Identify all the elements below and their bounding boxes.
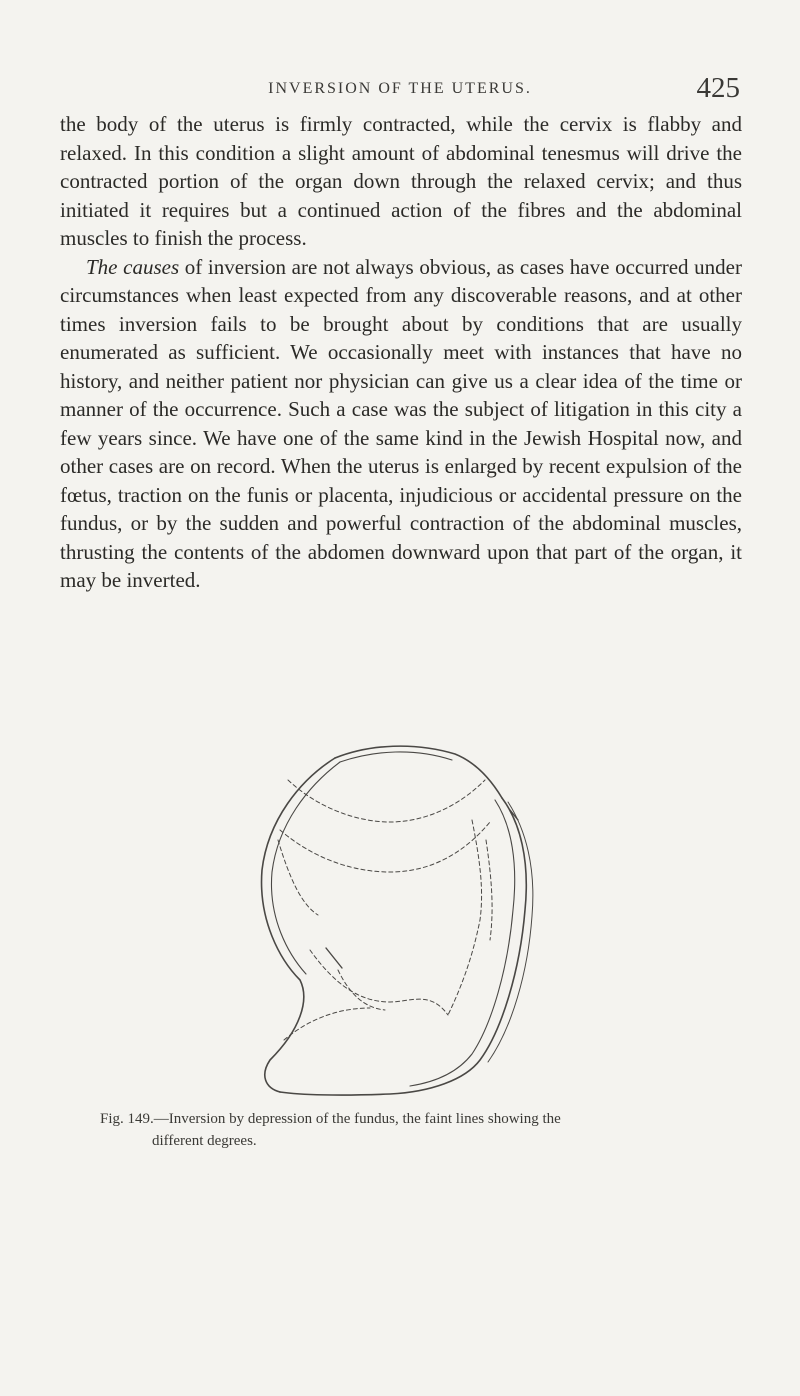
running-head: [60, 72, 740, 108]
inversion-line-7: [486, 840, 492, 940]
inversion-line-6: [338, 970, 385, 1010]
paragraph-2-italic: The causes: [86, 254, 180, 279]
uterus-inversion-illustration: [240, 740, 570, 1100]
paragraph-2-text: of inversion are not always obvious, as cases have occurred under circumstances when least expected from any discoverable reasons, and at other times inversion fails to be brought about by conditions that are usually enumerated as sufficient. We occasionally meet with instances that have no history, and neither patient nor physician can give us a clear idea of the time or manner of the occurrence. Such a case was the subject of litigation in this city a few years since. We have one of the same kind in the Jewish Hospital now, and other cases are on record. When the uterus is enlarged by recent expulsion of the fœtus, traction on the funis or placenta, injudicious or accidental pressure on the fundus, or by the sudden and powerful contraction of the abdominal muscles, thrusting the contents of the abdomen downward upon that part of the organ, it may be inverted.: [60, 254, 742, 592]
inversion-line-4: [448, 820, 482, 1015]
caption-line-2: different degrees.: [152, 1133, 257, 1149]
inversion-line-2: [280, 822, 490, 872]
paragraph-2: [60, 253, 742, 595]
figure-caption: [100, 1108, 700, 1152]
fundus-inner: [340, 752, 452, 762]
figure-149: [240, 740, 570, 1100]
page-number: 425: [696, 72, 740, 104]
caption-line-1: Fig. 149.—Inversion by depression of the fundus, the faint lines showing the: [100, 1111, 561, 1127]
paragraph-1: the body of the uterus is firmly contracted, while the cervix is flabby and relaxed. In this condition a slight amount of abdominal tenesmus will drive the contracted portion of the organ down through the relaxed cervix; and thus initiated it requires but a continued action of the fibres and the abdominal muscles to finish the process.: [60, 112, 742, 250]
inversion-line-5: [310, 950, 448, 1015]
inversion-line-3: [278, 840, 318, 915]
fundus-outline: [335, 746, 502, 798]
outer-left-wall: [262, 758, 335, 1092]
running-head-title: INVERSION OF THE UTERUS.: [268, 80, 532, 97]
outer-right-wall: [280, 798, 526, 1095]
inversion-line-1: [288, 780, 485, 822]
left-edge-mark: [326, 948, 342, 968]
body-text: [60, 110, 742, 595]
